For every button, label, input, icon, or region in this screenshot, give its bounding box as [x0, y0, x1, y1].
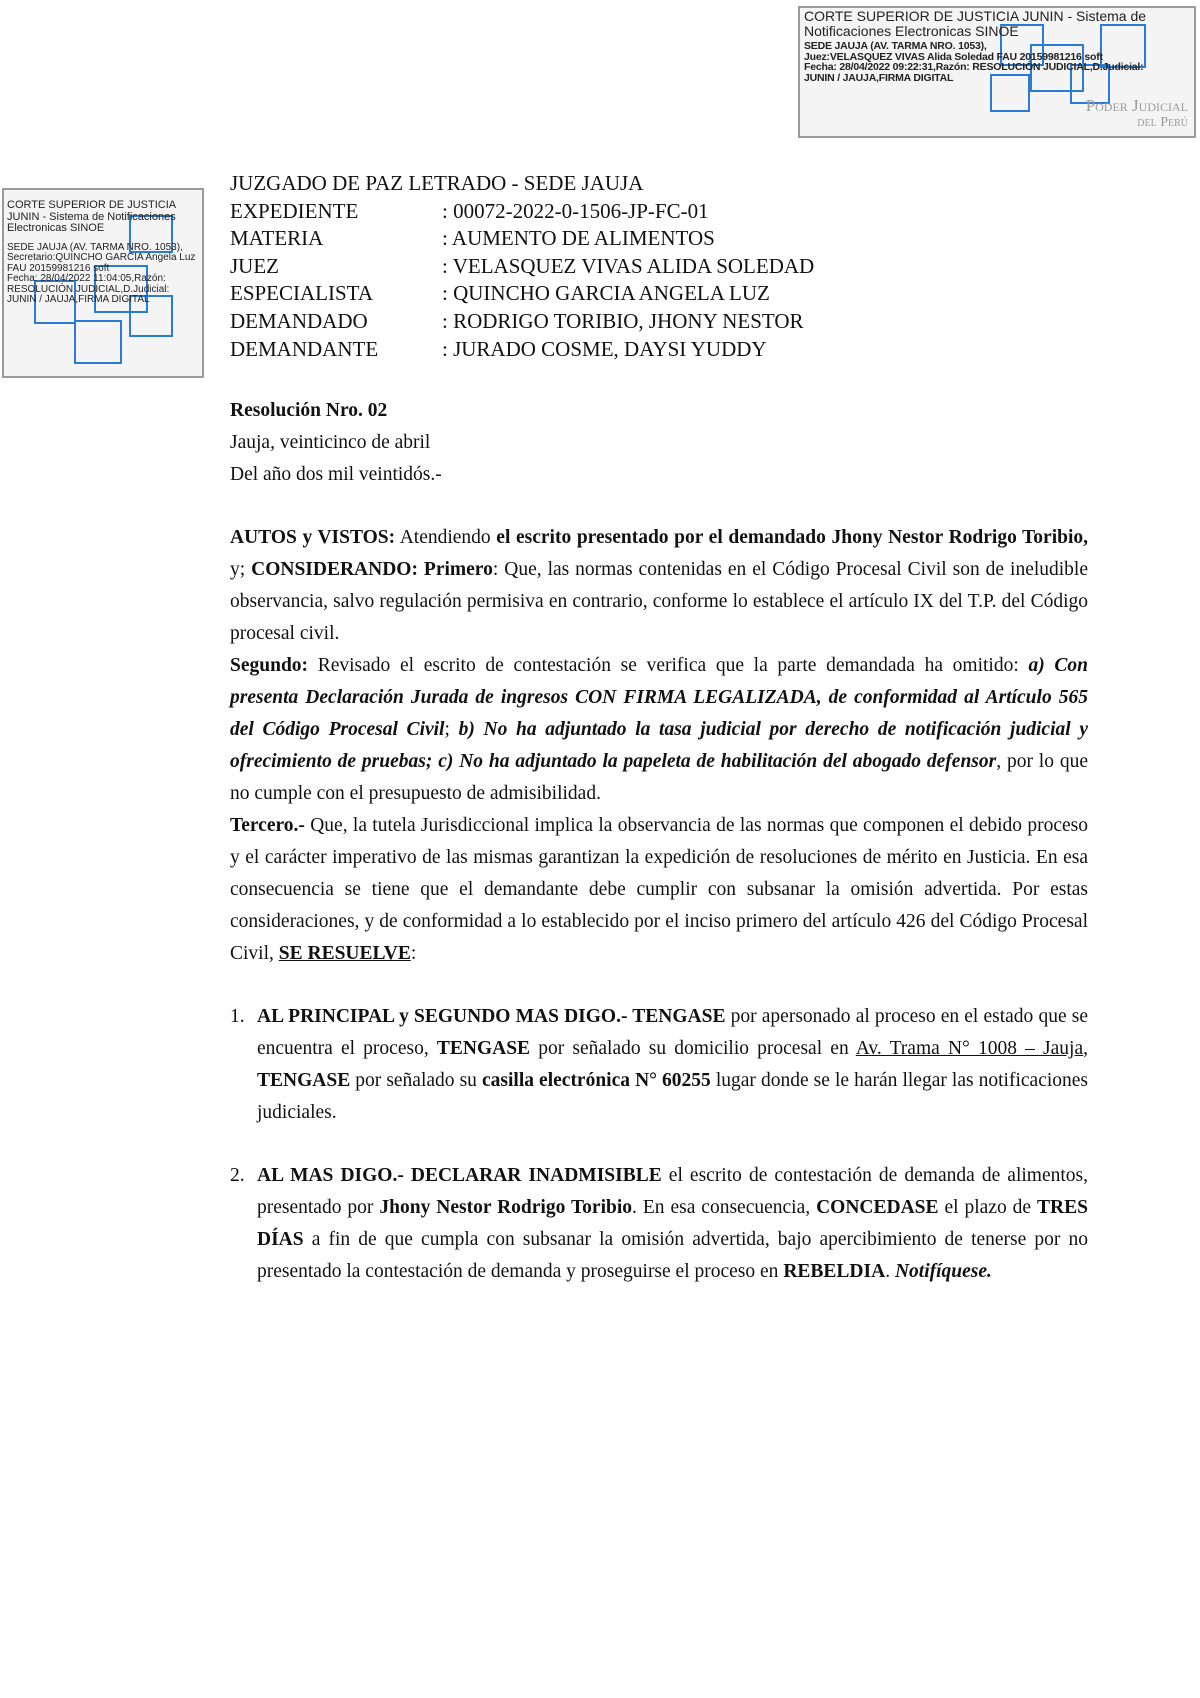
stamp-top-line: Juez:VELASQUEZ VIVAS Alida Soledad FAU 20159981216 soft — [804, 50, 1103, 63]
text-bold: TENGASE — [257, 1070, 351, 1091]
text: y; — [230, 559, 252, 580]
resolution-item — [230, 1001, 1088, 1129]
text-bold-italic: Notifíquese. — [894, 1261, 992, 1282]
logo-line: del Perú — [1137, 115, 1188, 130]
text: : Que, las normas contenidas en el Código Procesal Civil son de ineludible observancia, salvo regulación permisiva en contrario, conforme lo establece el artículo IX del T.P. del Código procesal civil. — [230, 559, 1089, 644]
logo-line: Poder Judicial — [1085, 96, 1188, 115]
header-row — [230, 198, 814, 226]
text: por señalado su — [350, 1070, 482, 1091]
resolution-place-date: Jauja, veinticinco de abril — [230, 432, 431, 453]
text-bold: REBELDIA — [783, 1261, 886, 1282]
resolution-year: Del año dos mil veintidós.- — [230, 464, 442, 485]
text: ; — [444, 719, 459, 740]
case-header — [230, 170, 814, 363]
paragraph-segundo — [230, 650, 1088, 810]
paragraph-autos-vistos — [230, 522, 1088, 650]
text: por señalado su domicilio procesal en — [530, 1038, 856, 1059]
header-row — [230, 253, 814, 281]
text-bold: Tercero.- — [230, 815, 305, 836]
poder-judicial-logo — [1086, 97, 1188, 130]
header-label: DEMANDANTE — [230, 336, 379, 361]
text-underlined: Av. Trama N° 1008 – Jauja — [855, 1038, 1084, 1059]
signature-stamp-judge — [798, 6, 1196, 138]
stamp-top-line: SEDE JAUJA (AV. TARMA NRO. 1053), — [804, 40, 987, 52]
stamp-top-line: JUNIN / JAUJA,FIRMA DIGITAL — [804, 71, 954, 84]
text: . — [885, 1261, 895, 1282]
stamp-top-details — [800, 39, 1194, 85]
header-value: : AUMENTO DE ALIMENTOS — [442, 226, 715, 251]
text: el escrito de contestación de demanda de alimentos, presentado por — [257, 1165, 1088, 1218]
header-value: : VELASQUEZ VIVAS ALIDA SOLEDAD — [442, 253, 815, 278]
text-bold: Jhony Nestor Rodrigo Toribio — [379, 1197, 632, 1218]
text-bold-underlined: SE RESUELVE — [278, 943, 411, 964]
item-number: 2. — [230, 1165, 245, 1186]
text: Que, la tutela Jurisdiccional implica la observancia de las normas que componen el debido proceso y el carácter imperativo de las mismas garantizan la expedición de resoluciones de mérito en Justicia. En esa consecuencia se tiene que el demandante debe cumplir con subsanar la omisión advertida. Por estas consideraciones, y de conformidad a lo establecido por el inciso primero del artículo 426 del Código Procesal Civil, — [230, 815, 1088, 964]
text-bold: AL MAS DIGO.- DECLARAR INADMISIBLE — [257, 1165, 662, 1186]
text: , — [1083, 1038, 1088, 1059]
resolution-number-text: Resolución Nro. 02 — [230, 400, 388, 421]
header-label: EXPEDIENTE — [230, 198, 359, 223]
header-row — [230, 280, 814, 308]
text-bold: TRES DÍAS — [257, 1197, 1088, 1250]
text-bold: casilla electrónica N° 60255 — [482, 1070, 711, 1091]
text-bold: el escrito presentado por el demandado Jhony Nestor Rodrigo Toribio, — [496, 527, 1089, 548]
header-value: : QUINCHO GARCIA ANGELA LUZ — [442, 281, 770, 306]
text-bold: CONCEDASE — [816, 1197, 939, 1218]
resolution-items — [230, 1001, 1088, 1288]
item-number: 1. — [230, 1006, 245, 1027]
stamp-left-title: CORTE SUPERIOR DE JUSTICIA JUNIN - Sistema de Notificaciones Electronicas SINOE — [7, 199, 176, 234]
text: Atendiendo — [395, 527, 497, 548]
stamp-top-title: CORTE SUPERIOR DE JUSTICIA JUNIN - Sistema de Notificaciones Electronicas SINOE — [804, 8, 1147, 39]
text: Revisado el escrito de contestación se verifica que la parte demandada ha omitido: — [308, 655, 1029, 676]
header-row — [230, 336, 814, 364]
header-label: JUEZ — [230, 253, 279, 278]
signature-stamp-secretary — [2, 188, 204, 378]
text-bold: AL PRINCIPAL y SEGUNDO MAS DIGO.- TENGASE — [257, 1006, 726, 1027]
resolution-item — [230, 1160, 1088, 1288]
header-row — [230, 225, 814, 253]
header-value: : JURADO COSME, DAYSI YUDDY — [442, 336, 767, 361]
header-value: : RODRIGO TORIBIO, JHONY NESTOR — [442, 308, 804, 333]
stamp-top-line: Fecha: 28/04/2022 09:22:31,Razón: RESOLUCIÓN JUDICIAL,D.Judicial: — [804, 61, 1144, 73]
text-bold-italic: a) Con presenta Declaración Jurada de ingresos CON FIRMA LEGALIZADA, de conformidad al Artículo 565 del Código Procesal Civil — [230, 655, 1088, 740]
header-label: DEMANDADO — [230, 308, 368, 333]
text: . En esa consecuencia, — [632, 1197, 817, 1218]
header-value: : 00072-2022-0-1506-JP-FC-01 — [442, 198, 709, 223]
header-row — [230, 308, 814, 336]
text: : — [410, 943, 417, 964]
text-bold: CONSIDERANDO: Primero — [251, 559, 493, 580]
header-label: MATERIA — [230, 226, 324, 251]
stamp-left-details — [4, 235, 202, 306]
stamp-left-line: Fecha: 28/04/2022 11:04:05,Razón: RESOLUCIÓN JUDICIAL,D.Judicial: JUNIN / JAUJA,FIRMA DIGITAL — [7, 273, 170, 305]
resolution-number — [230, 395, 1088, 427]
header-label: ESPECIALISTA — [230, 281, 373, 306]
text: , por lo que no cumple con el presupuesto de admisibilidad. — [230, 751, 1088, 804]
stamp-left-line: Secretario:QUINCHO GARCIA Angela Luz FAU 20159981216 soft — [7, 252, 196, 274]
text: el plazo de — [938, 1197, 1038, 1218]
text-bold: AUTOS y VISTOS: — [230, 527, 396, 548]
paragraph-tercero — [230, 810, 1088, 970]
text-bold: TENGASE — [436, 1038, 531, 1059]
text-bold: Segundo: — [230, 655, 309, 676]
stamp-left-line: SEDE JAUJA (AV. TARMA NRO. 1053), — [7, 241, 183, 253]
text: a fin de que cumpla con subsanar la omisión advertida, bajo apercibimiento de tenerse por no presentado la contestación de demanda y proseguirse el proceso en — [257, 1229, 1088, 1282]
text: por apersonado al proceso en el estado que se encuentra el proceso, — [257, 1006, 1089, 1059]
court-name: JUZGADO DE PAZ LETRADO - SEDE JAUJA — [230, 171, 644, 195]
text-bold-italic: b) No ha adjuntado la tasa judicial por derecho de notificación judicial y ofrecimiento de pruebas; c) No ha adjuntado la papeleta de habilitación del abogado defensor — [230, 719, 1088, 772]
text: lugar donde se le harán llegar las notificaciones judiciales. — [257, 1070, 1089, 1123]
resolution-body — [230, 395, 1088, 1288]
